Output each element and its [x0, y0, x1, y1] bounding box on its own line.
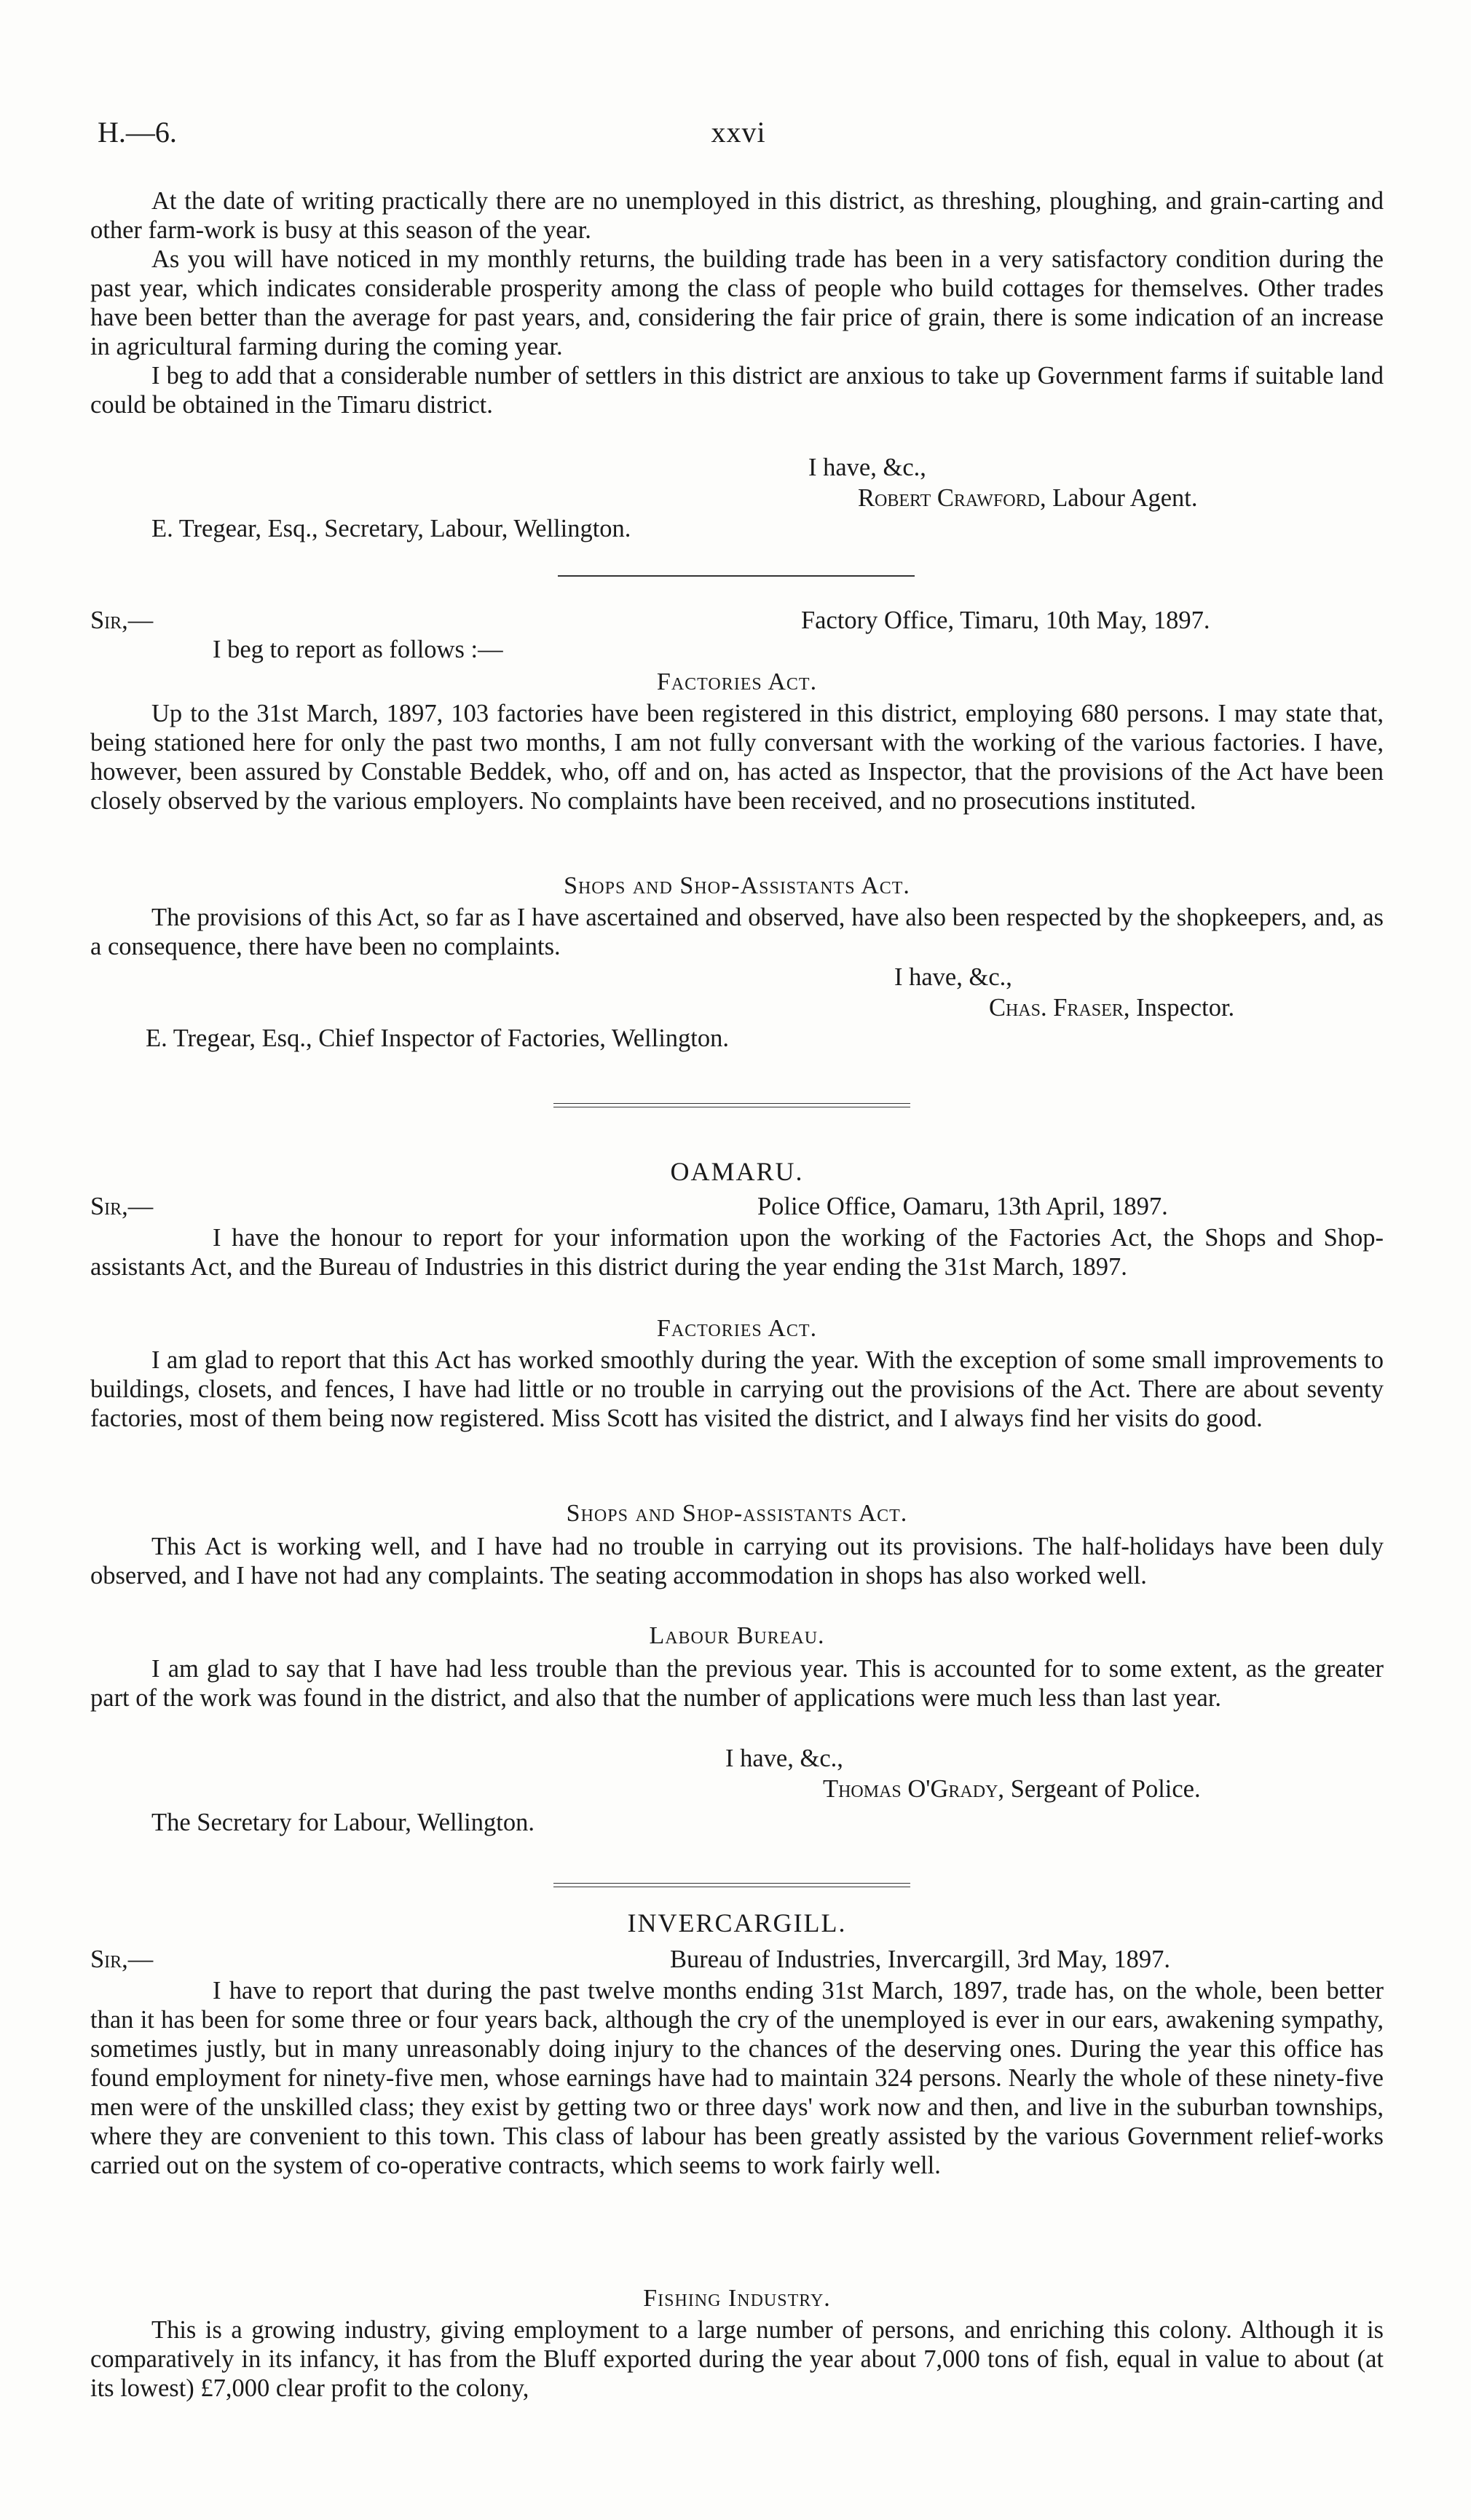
fishing-body [90, 2315, 1384, 2403]
paragraph: I am glad to say that I have had less trouble than the previous year. This is accounted for to some extent, as the greater part of the work was found in the district, and also that the number of applications were much less than last year. [90, 1655, 1384, 1712]
paragraph: I have the honour to report for your information upon the working of the Factories Act, the Shops and Shop-assistants Act, and the Bureau of Industries in this district during the year ending the 31st March, 1897. [90, 1224, 1384, 1281]
paragraph: The provisions of this Act, so far as I have ascertained and observed, have also been respected by the shopkeepers, and, as a consequence, there have been no complaints. [90, 904, 1384, 960]
section-divider [553, 1103, 910, 1107]
closing: I have, &c., [725, 1745, 843, 1772]
page-header [98, 115, 1379, 159]
paragraph: I have to report that during the past twelve months ending 31st March, 1897, trade has, on the whole, been better than it has been for some three or four years back, although the cry of the unemployed is ever in our ears, awakening sympathy, sometimes justly, but in many unreasonably doing injury to the chances of the deserving ones. During the year this office has found employment for ninety-five men, whose earnings have had to maintain 324 persons. Nearly the whole of these ninety-five men were of the unskilled class; they exist by getting two or three days' work now and then, and live in the suburban townships, where they are convenient to this town. This class of labour has been greatly assisted by the various Government relief-works carried out on the system of co-operative contracts, which seems to work fairly well. [90, 1977, 1384, 2179]
paragraph: At the date of writing practically there are no unemployed in this district, as threshing, ploughing, and grain-carting and other farm-work is busy at this season of the year. [90, 187, 1384, 244]
dateline: Factory Office, Timaru, 10th May, 1897. [801, 607, 1210, 634]
section-divider [558, 575, 915, 577]
timaru-shops-body [90, 903, 1384, 961]
dateline: Police Office, Oamaru, 13th April, 1897. [757, 1193, 1168, 1220]
section-divider [553, 1883, 910, 1887]
dateline: Bureau of Industries, Invercargill, 3rd May, 1897. [670, 1946, 1170, 1973]
salutation: Sir,— [90, 1946, 154, 1973]
section-heading: Fishing Industry. [643, 2285, 831, 2312]
signature [823, 1775, 1201, 1804]
salutation: Sir,— [90, 1193, 154, 1220]
section-heading: Factories Act. [656, 668, 818, 695]
crawford-body [90, 186, 1384, 419]
intro: I beg to report as follows :— [213, 636, 503, 663]
document-reference: H.—6. [98, 116, 177, 149]
signature [989, 994, 1234, 1022]
paragraph: I am glad to report that this Act has worked smoothly during the year. With the exception of some small improvements to buildings, closets, and fences, I have had little or no trouble in carrying out the provisions of the Act. There are about seventy factories, most of them being now registered. Miss Scott has visited the district, and I always find her visits do good. [90, 1346, 1384, 1432]
oamaru-shops-body [90, 1532, 1384, 1590]
place-heading: OAMARU. [670, 1157, 804, 1186]
signatory-name: Chas. Fraser, [989, 994, 1130, 1022]
signature [858, 484, 1198, 513]
salutation: Sir,— [90, 607, 154, 634]
section-heading: Shops and Shop-assistants Act. [566, 1500, 908, 1527]
page-number: xxvi [711, 116, 766, 149]
oamaru-factories-body [90, 1346, 1384, 1433]
paragraph: This Act is working well, and I have had no trouble in carrying out its provisions. The half-holidays have been duly observed, and I have not had any complaints. The seating accommodation in shops has also worked well. [90, 1533, 1384, 1589]
paragraph: Up to the 31st March, 1897, 103 factories have been registered in this district, employing 680 persons. I may state that, being stationed here for only the past two months, I am not fully conversant with the working of the various factories. I have, however, been assured by Constable Beddek, who, off and on, has acted as Inspector, that the provisions of the Act have been closely observed by the various employers. No complaints have been received, and no prosecutions instituted. [90, 700, 1384, 815]
oamaru-intro [90, 1223, 1384, 1281]
paragraph: I beg to add that a considerable number of settlers in this district are anxious to take up Government farms if suitable land could be obtained in the Timaru district. [90, 362, 1384, 419]
addressee: E. Tregear, Esq., Secretary, Labour, Wellington. [151, 515, 631, 542]
signatory-title: Sergeant of Police. [1010, 1775, 1201, 1803]
addressee: The Secretary for Labour, Wellington. [151, 1809, 535, 1836]
paragraph: As you will have noticed in my monthly returns, the building trade has been in a very satisfactory condition during the past year, which indicates considerable prosperity among the class of people who build cottages for themselves. Other trades have been better than the average for past years, and, considering the fair price of grain, there is some indication of an increase in agricultural farming during the coming year. [90, 245, 1384, 360]
timaru-factories-body [90, 699, 1384, 815]
closing: I have, &c., [808, 454, 926, 481]
closing: I have, &c., [894, 963, 1012, 991]
invercargill-body [90, 1976, 1384, 2180]
place-heading: INVERCARGILL. [627, 1908, 847, 1938]
section-heading: Labour Bureau. [649, 1622, 825, 1649]
signatory-title: Inspector. [1136, 994, 1235, 1022]
signatory-title: Labour Agent. [1052, 484, 1198, 512]
section-heading: Factories Act. [656, 1315, 818, 1342]
oamaru-labour-body [90, 1654, 1384, 1713]
paragraph: This is a growing industry, giving employment to a large number of persons, and enriching this colony. Although it is comparatively in its infancy, it has from the Bluff exported during the year about 7,000 tons of fish, equal in value to about (at its lowest) £7,000 clear profit to the colony, [90, 2316, 1384, 2402]
signatory-name: Robert Crawford, [858, 484, 1046, 512]
signatory-name: Thomas O'Grady, [823, 1775, 1005, 1803]
section-heading: Shops and Shop-Assistants Act. [564, 872, 910, 899]
addressee: E. Tregear, Esq., Chief Inspector of Factories, Wellington. [146, 1024, 730, 1052]
